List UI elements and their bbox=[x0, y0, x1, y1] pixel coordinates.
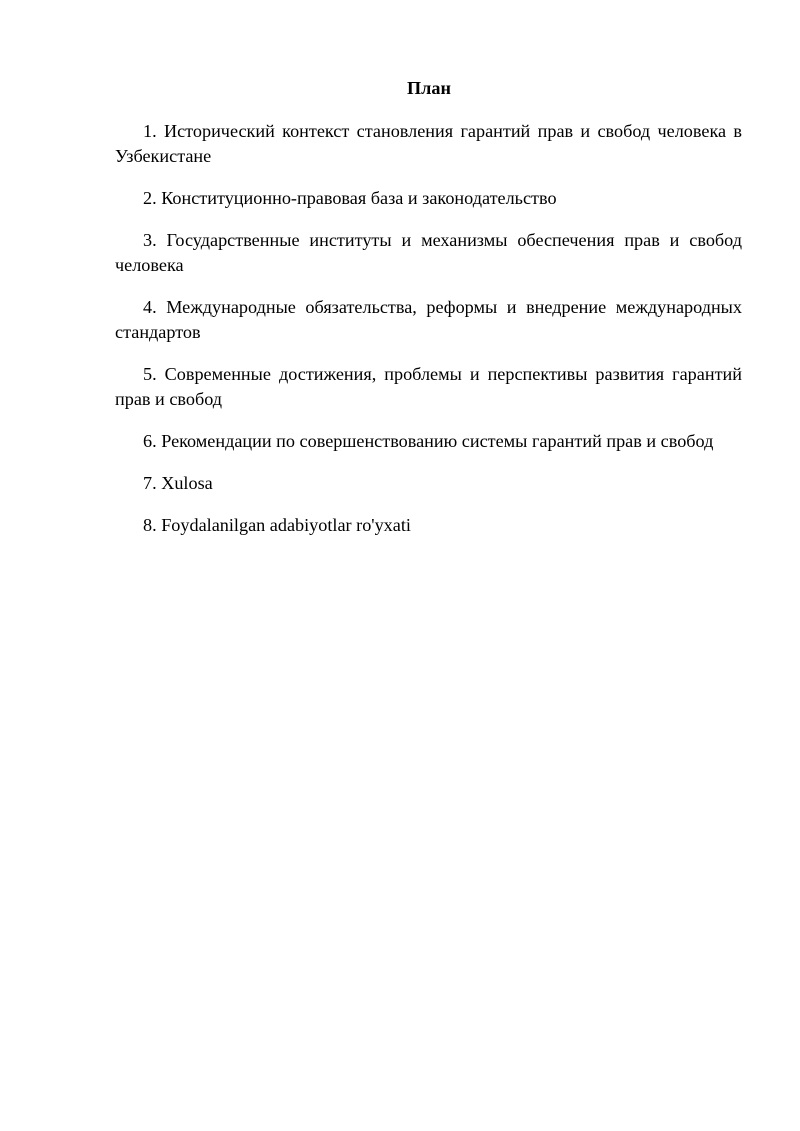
plan-item-6: 6. Рекомендации по совершенствованию системы гарантий прав и свобод bbox=[143, 431, 714, 451]
page-title: План bbox=[407, 78, 451, 98]
plan-item-5: 5. Современные достижения, проблемы и перспективы развития гарантий прав и свобод bbox=[115, 364, 742, 409]
plan-item-1: 1. Исторический контекст становления гарантий прав и свобод человека в Узбекистане bbox=[115, 121, 742, 166]
plan-item-7: 7. Xulosa bbox=[143, 473, 213, 493]
plan-item-2: 2. Конституционно-правовая база и законодательство bbox=[143, 188, 557, 208]
plan-item-8: 8. Foydalanilgan adabiyotlar ro'yxati bbox=[143, 515, 411, 535]
plan-item-3: 3. Государственные институты и механизмы обеспечения прав и свобод человека bbox=[115, 230, 742, 275]
plan-list bbox=[115, 119, 742, 555]
plan-item-4: 4. Международные обязательства, реформы и внедрение международных стандартов bbox=[115, 297, 742, 342]
